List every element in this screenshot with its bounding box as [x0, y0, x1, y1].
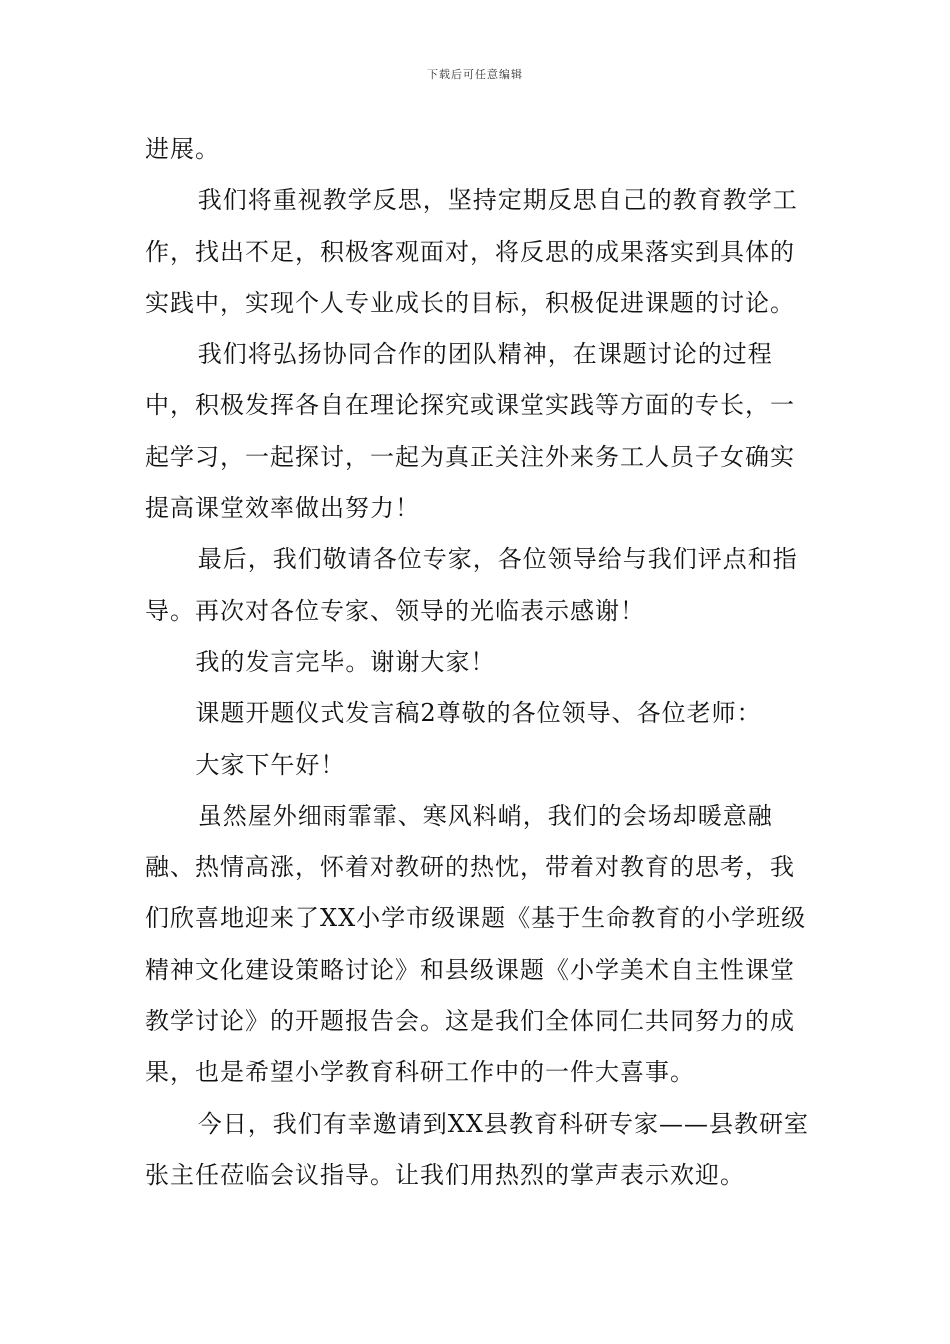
document-body — [145, 124, 815, 1201]
paragraph-greeting: 大家下午好！ — [195, 750, 346, 779]
paragraph-teamwork: 我们将弘扬协同合作的团队精神，在课题讨论的过程中，积极发挥各自在理论探究或课堂实践等方面的专长，一起学习，一起探讨，一起为真正关注外来务工人员子女确实提高课堂效率做出努力！ — [145, 340, 795, 523]
paragraph-speech-end: 我的发言完毕。谢谢大家！ — [195, 647, 496, 676]
page-header: 下载后可任意编辑 — [427, 68, 523, 81]
paragraph-second-speech-title: 课题开题仪式发言稿2尊敬的各位领导、各位老师： — [195, 699, 762, 728]
paragraph-guest-welcome: 今日，我们有幸邀请到XX县教育科研专家——县教研室张主任莅临会议指导。让我们用热烈的掌声表示欢迎。 — [145, 1109, 809, 1189]
paragraph-continuation: 进展。 — [145, 135, 220, 163]
paragraph-reflection: 我们将重视教学反思，坚持定期反思自己的教育教学工作，找出不足，积极客观面对，将反思的成果落实到具体的实践中，实现个人专业成长的目标，积极促进课题的讨论。 — [145, 186, 798, 317]
paragraph-opening: 虽然屋外细雨霏霏、寒风料峭，我们的会场却暖意融融、热情高涨，怀着对教研的热忱，带着对教育的思考，我们欣喜地迎来了XX小学市级课题《基于生命教育的小学班级精神文化建设策略讨论》和县级课题《小学美术自主性课堂教学讨论》的开题报告会。这是我们全体同仁共同努力的成果，也是希望小学教育科研工作中的一件大喜事。 — [145, 801, 807, 1087]
paragraph-closing-thanks: 最后，我们敬请各位专家，各位领导给与我们评点和指导。再次对各位专家、领导的光临表示感谢！ — [145, 545, 798, 625]
